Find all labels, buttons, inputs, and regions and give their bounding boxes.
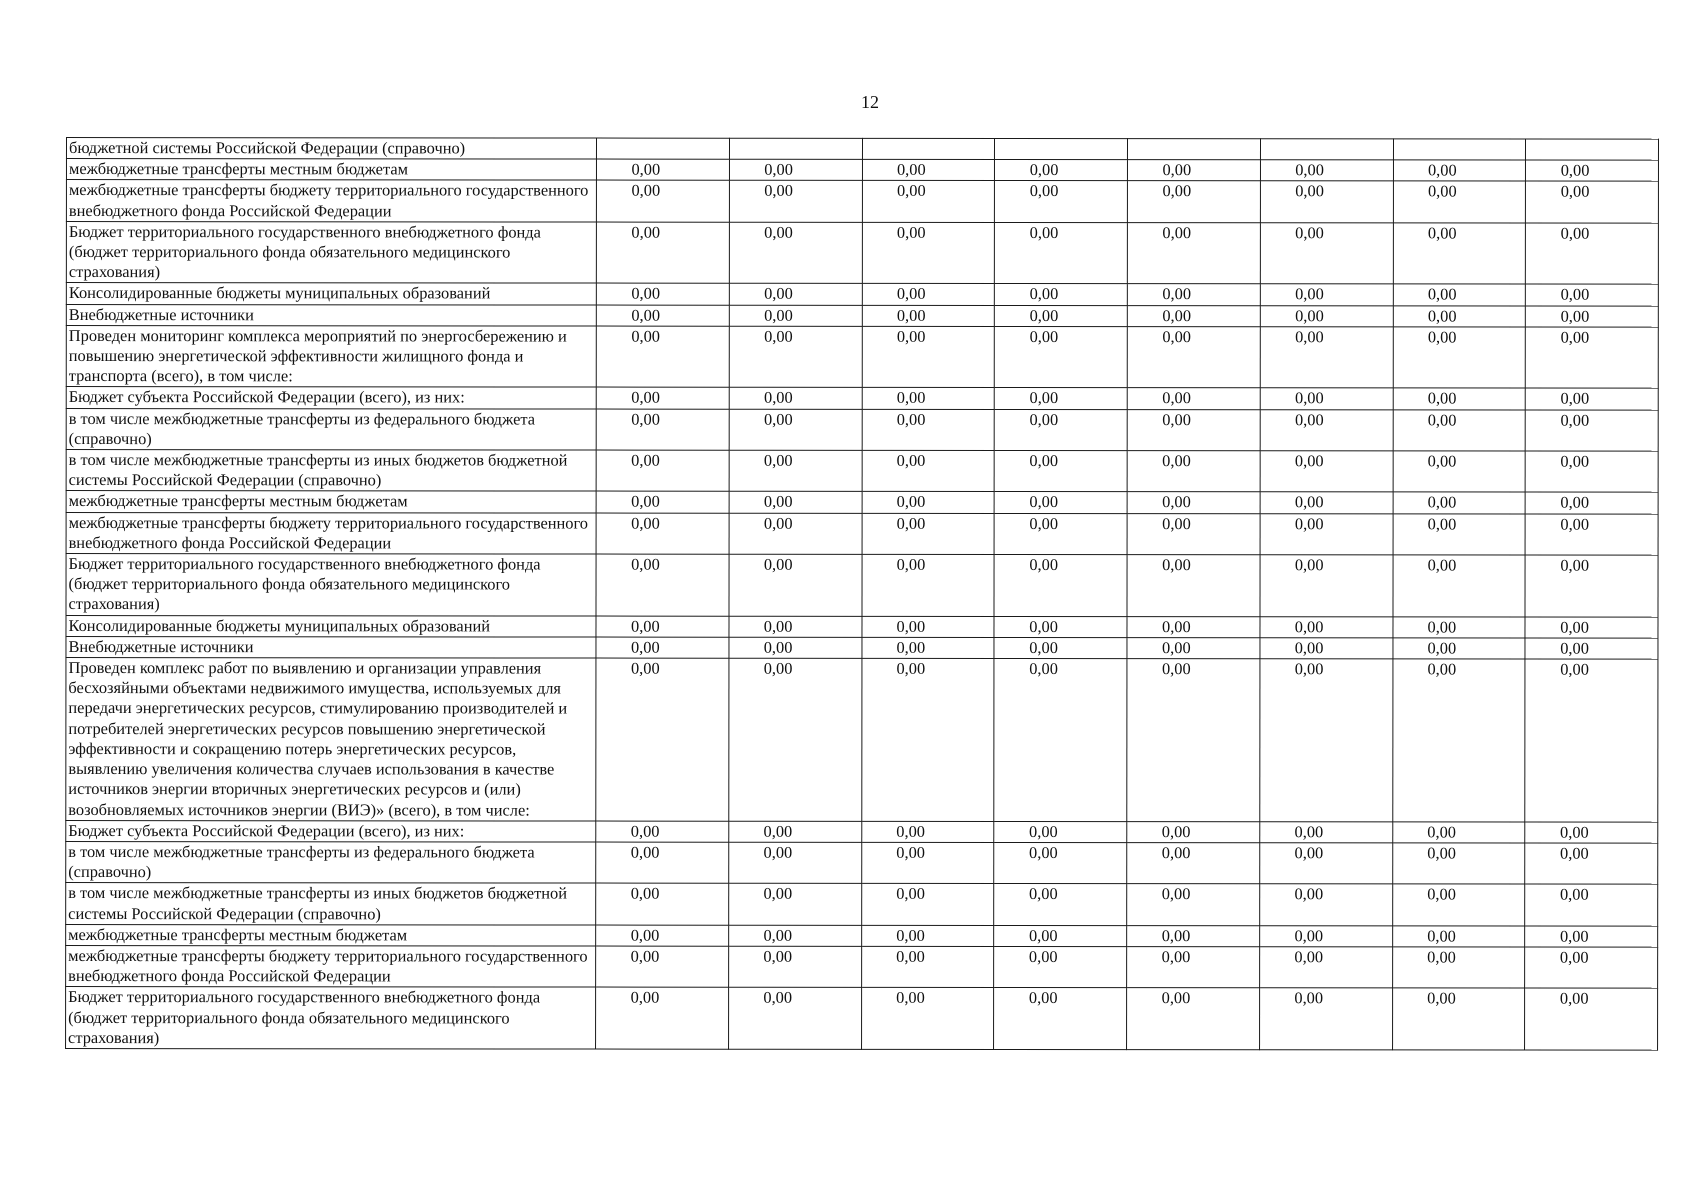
- value-cell: 0,00: [862, 409, 995, 451]
- row-label: в том числе межбюджетные трансферты из иных бюджетов бюджетной системы Российской Федерации (справочно): [66, 883, 596, 925]
- value-cell: 0,00: [861, 554, 994, 616]
- value-cell: 0,00: [729, 388, 862, 409]
- row-label: межбюджетные трансферты бюджету территориального государственного внебюджетного фонда Российской Федерации: [66, 512, 596, 554]
- value-cell: 0,00: [1525, 388, 1658, 409]
- value-cell: 0,00: [596, 283, 729, 304]
- value-cell: 0,00: [1260, 492, 1393, 513]
- row-label: Консолидированные бюджеты муниципальных образований: [66, 283, 596, 305]
- value-cell: 0,00: [596, 842, 729, 884]
- value-cell: 0,00: [1127, 884, 1260, 926]
- table-row: [66, 658, 1658, 822]
- value-cell: 0,00: [729, 305, 862, 326]
- value-cell: 0,00: [596, 513, 729, 555]
- value-cell: 0,00: [1393, 306, 1526, 327]
- value-cell: 0,00: [1260, 555, 1393, 617]
- value-cell: 0,00: [861, 821, 994, 842]
- value-cell: 0,00: [1259, 925, 1392, 946]
- table-row: [66, 408, 1658, 451]
- value-cell: 0,00: [1127, 947, 1260, 989]
- value-cell: 0,00: [1526, 223, 1659, 285]
- value-cell: 0,00: [1260, 327, 1393, 389]
- table-row: [66, 387, 1658, 410]
- value-cell: 0,00: [1392, 947, 1525, 989]
- value-cell: 0,00: [1526, 181, 1659, 223]
- table-row: [66, 450, 1658, 493]
- value-cell: 0,00: [1393, 451, 1526, 493]
- value-cell: 0,00: [1127, 451, 1260, 493]
- value-cell: 0,00: [1260, 513, 1393, 555]
- value-cell: 0,00: [994, 884, 1127, 926]
- value-cell: 0,00: [1393, 514, 1526, 556]
- value-cell: 0,00: [1525, 555, 1658, 617]
- row-label: Внебюджетные источники: [66, 304, 596, 326]
- table-row: [66, 841, 1658, 884]
- value-cell: 0,00: [596, 180, 729, 222]
- value-cell: 0,00: [596, 637, 729, 658]
- value-cell: 0,00: [995, 284, 1128, 305]
- row-label: межбюджетные трансферты местным бюджетам: [66, 491, 596, 513]
- row-label: межбюджетные трансферты бюджету территориального государственного внебюджетного фонда Российской Федерации: [66, 180, 596, 222]
- table-row: [66, 883, 1658, 926]
- value-cell: 0,00: [1127, 284, 1260, 305]
- value-cell: 0,00: [994, 925, 1127, 946]
- value-cell: 0,00: [729, 616, 862, 637]
- value-cell: 0,00: [861, 616, 994, 637]
- table-row: [66, 325, 1658, 388]
- table-row: [66, 924, 1658, 947]
- value-cell: 0,00: [1525, 617, 1658, 638]
- value-cell: 0,00: [729, 554, 862, 616]
- value-cell: 0,00: [596, 554, 729, 616]
- value-cell: 0,00: [596, 658, 729, 821]
- value-cell: 0,00: [994, 821, 1127, 842]
- value-cell: 0,00: [1260, 284, 1393, 305]
- value-cell: 0,00: [862, 160, 995, 181]
- table-row: [66, 636, 1658, 659]
- value-cell: 0,00: [862, 284, 995, 305]
- value-cell: 0,00: [729, 409, 862, 451]
- value-cell: 0,00: [994, 637, 1127, 658]
- value-cell: 0,00: [1127, 181, 1260, 223]
- value-cell: 0,00: [729, 284, 862, 305]
- value-cell: 0,00: [861, 842, 994, 884]
- table-body: [66, 138, 1659, 1051]
- value-cell: 0,00: [1525, 327, 1658, 389]
- value-cell: 0,00: [1127, 513, 1260, 555]
- value-cell: 0,00: [1525, 988, 1658, 1050]
- value-cell: 0,00: [1525, 884, 1658, 926]
- value-cell: 0,00: [1392, 822, 1525, 843]
- value-cell: 0,00: [729, 513, 862, 555]
- value-cell: [995, 138, 1128, 159]
- value-cell: 0,00: [1127, 326, 1260, 388]
- value-cell: 0,00: [862, 326, 995, 388]
- row-label: Проведен комплекс работ по выявлению и организации управления бесхозяйными объектами недвижимого имущества, используемых для передачи энергетических ресурсов, стимулированию производителей и потребителей энергетических ресурсов повышению энергетической эффективности и сокращению потерь энергетических ресурсов, выявлению увеличения количества случаев использования в качестве источников энергии вторичных энергетических ресурсов и (или) возобновляемых источников энергии (ВИЭ)» (всего), в том числе:: [66, 658, 596, 821]
- value-cell: 0,00: [1260, 451, 1393, 493]
- value-cell: 0,00: [862, 305, 995, 326]
- table-row: [66, 554, 1658, 617]
- value-cell: 0,00: [596, 987, 729, 1049]
- value-cell: 0,00: [1260, 223, 1393, 285]
- value-cell: 0,00: [1260, 821, 1393, 842]
- value-cell: 0,00: [728, 842, 861, 884]
- value-cell: 0,00: [1259, 884, 1392, 926]
- value-cell: 0,00: [995, 222, 1128, 284]
- value-cell: 0,00: [862, 181, 995, 223]
- value-cell: 0,00: [1127, 160, 1260, 181]
- value-cell: [729, 138, 862, 159]
- value-cell: 0,00: [1525, 514, 1658, 556]
- value-cell: 0,00: [1525, 822, 1658, 843]
- value-cell: 0,00: [1525, 843, 1658, 885]
- value-cell: 0,00: [1259, 843, 1392, 885]
- row-label: межбюджетные трансферты местным бюджетам: [66, 924, 596, 946]
- value-cell: 0,00: [861, 884, 994, 926]
- value-cell: 0,00: [596, 492, 729, 513]
- value-cell: [1526, 139, 1659, 160]
- row-label: Бюджет субъекта Российской Федерации (всего), из них:: [66, 387, 596, 409]
- value-cell: 0,00: [862, 388, 995, 409]
- table-row: [66, 138, 1658, 161]
- value-cell: 0,00: [862, 513, 995, 555]
- value-cell: 0,00: [862, 222, 995, 284]
- table-row: [66, 221, 1658, 284]
- value-cell: 0,00: [1526, 160, 1659, 181]
- value-cell: 0,00: [729, 450, 862, 492]
- value-cell: 0,00: [1393, 284, 1526, 305]
- value-cell: 0,00: [1127, 637, 1260, 658]
- table-row: [66, 491, 1658, 514]
- value-cell: 0,00: [994, 555, 1127, 617]
- value-cell: 0,00: [1525, 947, 1658, 989]
- value-cell: 0,00: [729, 222, 862, 284]
- value-cell: 0,00: [1127, 616, 1260, 637]
- value-cell: 0,00: [729, 492, 862, 513]
- value-cell: 0,00: [1392, 988, 1525, 1050]
- budget-table: [65, 137, 1659, 1051]
- table-row: [66, 512, 1658, 555]
- value-cell: 0,00: [1392, 884, 1525, 926]
- row-label: Бюджет территориального государственного внебюджетного фонда (бюджет территориального фонда обязательного медицинского страхования): [66, 221, 596, 283]
- row-label: Консолидированные бюджеты муниципальных образований: [66, 615, 596, 637]
- value-cell: 0,00: [1392, 638, 1525, 659]
- value-cell: 0,00: [1260, 305, 1393, 326]
- value-cell: 0,00: [1127, 821, 1260, 842]
- table-row: [66, 820, 1658, 843]
- table-row: [66, 615, 1658, 638]
- value-cell: 0,00: [596, 222, 729, 284]
- value-cell: 0,00: [1259, 988, 1392, 1050]
- value-cell: 0,00: [994, 616, 1127, 637]
- value-cell: 0,00: [728, 925, 861, 946]
- value-cell: 0,00: [729, 181, 862, 223]
- value-cell: 0,00: [861, 658, 994, 821]
- value-cell: 0,00: [729, 821, 862, 842]
- value-cell: 0,00: [1260, 659, 1393, 822]
- value-cell: [596, 138, 729, 159]
- row-label: Бюджет субъекта Российской Федерации (всего), из них:: [66, 820, 596, 842]
- value-cell: 0,00: [596, 925, 729, 946]
- value-cell: 0,00: [1260, 181, 1393, 223]
- value-cell: 0,00: [596, 946, 729, 988]
- value-cell: [1393, 139, 1526, 160]
- value-cell: 0,00: [994, 388, 1127, 409]
- value-cell: 0,00: [1259, 947, 1392, 989]
- value-cell: 0,00: [861, 988, 994, 1050]
- table-row: [66, 304, 1658, 327]
- value-cell: 0,00: [1127, 305, 1260, 326]
- value-cell: 0,00: [1127, 222, 1260, 284]
- value-cell: 0,00: [994, 326, 1127, 388]
- value-cell: 0,00: [1393, 181, 1526, 223]
- value-cell: 0,00: [596, 409, 729, 451]
- value-cell: 0,00: [1525, 926, 1658, 947]
- value-cell: 0,00: [994, 842, 1127, 884]
- value-cell: 0,00: [596, 821, 729, 842]
- value-cell: 0,00: [596, 450, 729, 492]
- table-row: [66, 283, 1658, 306]
- value-cell: 0,00: [1525, 451, 1658, 493]
- table-row: [66, 180, 1658, 223]
- value-cell: 0,00: [596, 326, 729, 388]
- value-cell: 0,00: [1525, 410, 1658, 452]
- value-cell: 0,00: [862, 492, 995, 513]
- value-cell: 0,00: [1127, 388, 1260, 409]
- row-label: Проведен мониторинг комплекса мероприятий по энергосбережению и повышению энергетической эффективности жилищного фонда и транспорта (всего), в том числе:: [66, 325, 596, 387]
- value-cell: 0,00: [728, 946, 861, 988]
- table-row: [66, 987, 1658, 1050]
- value-cell: 0,00: [995, 181, 1128, 223]
- value-cell: 0,00: [1127, 925, 1260, 946]
- value-cell: 0,00: [861, 637, 994, 658]
- value-cell: 0,00: [1393, 410, 1526, 452]
- row-label: в том числе межбюджетные трансферты из федерального бюджета (справочно): [66, 841, 596, 883]
- value-cell: 0,00: [729, 658, 862, 821]
- value-cell: 0,00: [729, 159, 862, 180]
- value-cell: 0,00: [994, 659, 1127, 822]
- value-cell: 0,00: [861, 946, 994, 988]
- value-cell: 0,00: [596, 616, 729, 637]
- value-cell: 0,00: [1260, 409, 1393, 451]
- value-cell: 0,00: [1392, 555, 1525, 617]
- row-label: Внебюджетные источники: [66, 636, 596, 658]
- value-cell: [862, 138, 995, 159]
- value-cell: 0,00: [994, 988, 1127, 1050]
- value-cell: 0,00: [994, 513, 1127, 555]
- value-cell: 0,00: [1393, 388, 1526, 409]
- value-cell: 0,00: [862, 450, 995, 492]
- value-cell: 0,00: [1127, 659, 1260, 822]
- value-cell: 0,00: [1127, 988, 1260, 1050]
- value-cell: 0,00: [995, 305, 1128, 326]
- value-cell: 0,00: [1127, 555, 1260, 617]
- row-label: Бюджет территориального государственного внебюджетного фонда (бюджет территориального фонда обязательного медицинского страхования): [66, 987, 596, 1049]
- row-label: в том числе межбюджетные трансферты из иных бюджетов бюджетной системы Российской Федерации (справочно): [66, 450, 596, 492]
- value-cell: 0,00: [1525, 659, 1658, 822]
- value-cell: 0,00: [596, 159, 729, 180]
- row-label: межбюджетные трансферты бюджету территориального государственного внебюджетного фонда Российской Федерации: [66, 945, 596, 987]
- value-cell: 0,00: [1525, 638, 1658, 659]
- value-cell: 0,00: [1393, 492, 1526, 513]
- value-cell: 0,00: [1392, 659, 1525, 822]
- value-cell: 0,00: [596, 305, 729, 326]
- value-cell: 0,00: [1393, 160, 1526, 181]
- value-cell: 0,00: [729, 637, 862, 658]
- value-cell: 0,00: [1260, 638, 1393, 659]
- row-label: в том числе межбюджетные трансферты из федерального бюджета (справочно): [66, 408, 596, 450]
- value-cell: 0,00: [1392, 617, 1525, 638]
- value-cell: 0,00: [1525, 492, 1658, 513]
- table-row: [66, 159, 1658, 182]
- value-cell: 0,00: [994, 451, 1127, 493]
- value-cell: 0,00: [1260, 388, 1393, 409]
- value-cell: 0,00: [1260, 616, 1393, 637]
- value-cell: 0,00: [1127, 843, 1260, 885]
- value-cell: [1127, 139, 1260, 160]
- value-cell: 0,00: [994, 409, 1127, 451]
- value-cell: 0,00: [728, 988, 861, 1050]
- value-cell: 0,00: [1127, 409, 1260, 451]
- value-cell: 0,00: [994, 492, 1127, 513]
- value-cell: 0,00: [995, 160, 1128, 181]
- value-cell: 0,00: [596, 883, 729, 925]
- value-cell: 0,00: [1127, 492, 1260, 513]
- value-cell: 0,00: [728, 884, 861, 926]
- value-cell: 0,00: [1392, 926, 1525, 947]
- value-cell: 0,00: [596, 387, 729, 408]
- value-cell: 0,00: [1260, 160, 1393, 181]
- table-row: [66, 945, 1658, 988]
- value-cell: 0,00: [994, 946, 1127, 988]
- value-cell: 0,00: [861, 925, 994, 946]
- value-cell: 0,00: [1393, 223, 1526, 285]
- row-label: межбюджетные трансферты местным бюджетам: [66, 159, 596, 181]
- row-label: бюджетной системы Российской Федерации (справочно): [66, 138, 596, 160]
- value-cell: 0,00: [1393, 327, 1526, 389]
- value-cell: 0,00: [1392, 843, 1525, 885]
- value-cell: 0,00: [729, 326, 862, 388]
- value-cell: [1260, 139, 1393, 160]
- value-cell: 0,00: [1526, 306, 1659, 327]
- row-label: Бюджет территориального государственного внебюджетного фонда (бюджет территориального фонда обязательного медицинского страхования): [66, 554, 596, 616]
- page-number: 12: [861, 92, 879, 112]
- value-cell: 0,00: [1526, 284, 1659, 305]
